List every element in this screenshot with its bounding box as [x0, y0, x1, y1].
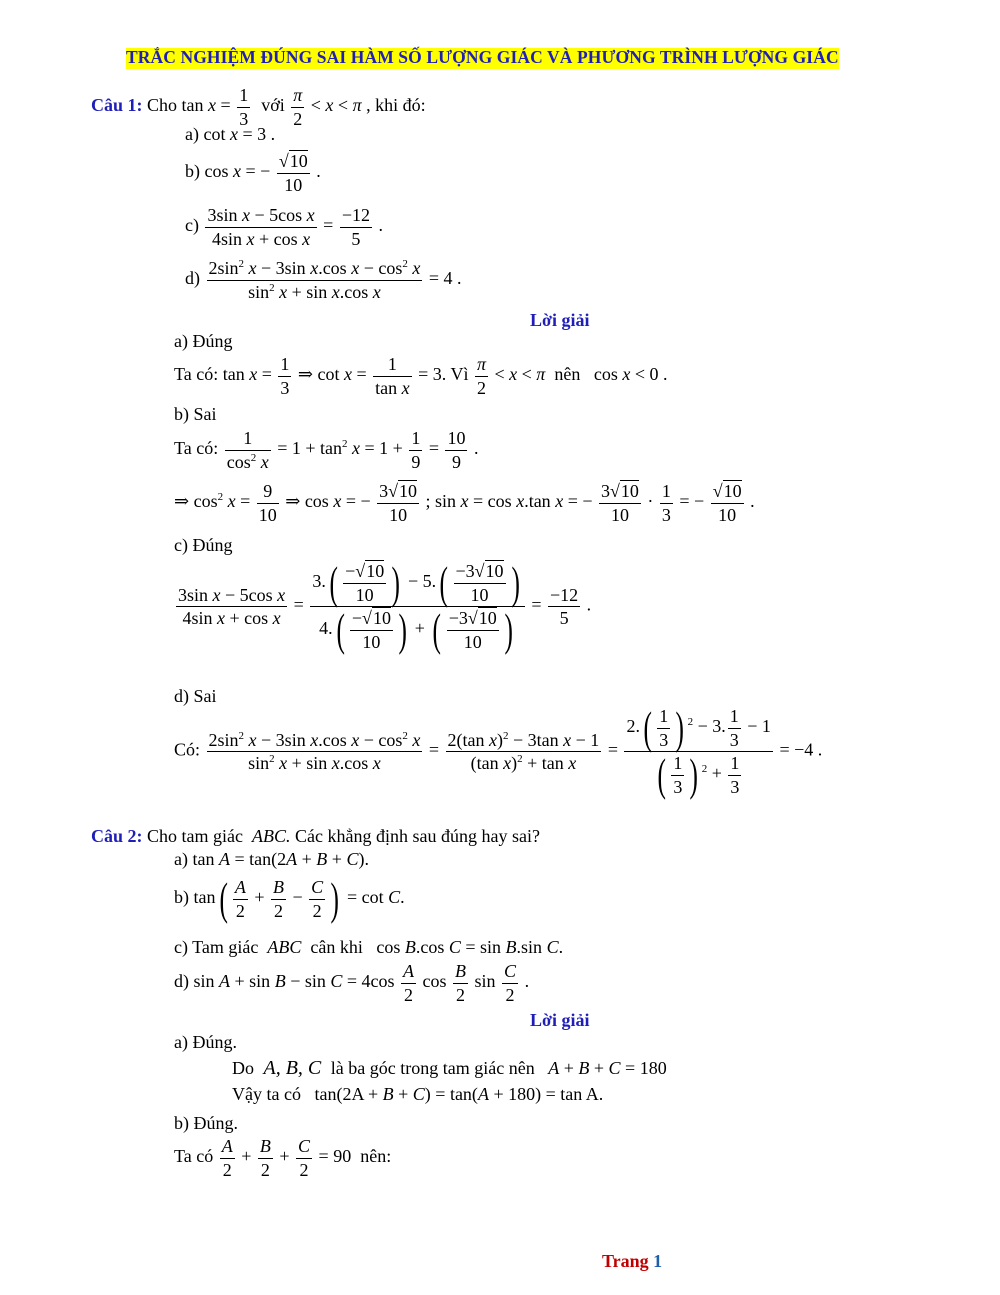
q2-solution-b-verdict: b) Đúng.: [174, 1113, 238, 1133]
q1-sb-taco: Ta có:: [174, 438, 219, 459]
page-footer-label: Trang: [602, 1251, 649, 1271]
page-header-title: TRẮC NGHIỆM ĐÚNG SAI HÀM SỐ LƯỢNG GIÁC VÀ PHƯƠNG TRÌNH LƯỢNG GIÁC: [126, 47, 839, 67]
q2-option-d-label: d): [174, 971, 189, 992]
q1-solution-c-work: $\frac{\text{3sin x − 5cos x}}{\text{4sin x + cos x}}$ = 3.( $\frac{-√10}{10}$ ) − 5.( $\frac{-3√10}{10}$ ) 4.( $\frac{-√10}{10}$ ) + ( $\frac{-3√10}{10}$ ) = $\frac{-12}{5}$ .: [178, 557, 592, 655]
q1-solution-b-work-2: ⇒ $\cos^2 x$ = $\frac{9}{10}$ ⇒ cos x = − $\frac{3√10}{10}$ ; sin x = cos x.tan x = − $\frac{3√10}{10}$ · $\frac{1}{3}$ = − $\frac{√10}{10}$ .: [174, 481, 755, 525]
q2-option-a: a) tan A = tan(2A + B + C).: [174, 849, 369, 869]
q1-option-b: b) cos x = − $\frac{√10}{10}$ .: [185, 151, 321, 195]
q1-intro-voi: với: [261, 95, 285, 116]
q2-sb-nen: nên:: [360, 1146, 392, 1167]
q2-sb-taco: Ta có: [174, 1146, 214, 1167]
q1-solution-a-verdict: a) Đúng: [174, 331, 233, 351]
q1-intro-tail: , khi đó:: [366, 95, 426, 116]
q1-sd-co: Có:: [174, 739, 201, 760]
page-number: 1: [653, 1251, 663, 1271]
q2-solution-a-work-1: Do A, B, C là ba góc trong tam giác nên A + B + C = 180: [232, 1057, 667, 1079]
q1-solution-c-verdict: c) Đúng: [174, 535, 233, 555]
q2-solution-title: Lời giải: [530, 1010, 590, 1030]
q1-option-d-label: d): [185, 268, 200, 289]
q2-option-b: b) tan( $\frac{A}{2}$ + $\frac{B}{2}$ − $\frac{C}{2}$ ) = cot C.: [174, 873, 405, 924]
q1-sa-nen: nên: [554, 364, 581, 385]
q2-solution-a-work-2: Vậy ta có tan(2A + B + C) = tan(A + 180) = tan A.: [232, 1084, 604, 1104]
q2-option-c-mid: cân khi: [310, 937, 363, 957]
q1-solution-title: Lời giải: [530, 310, 590, 330]
q2-sa-vay: Vậy ta có: [232, 1084, 301, 1104]
question-2-statement: Câu 2: Cho tam giác ABC. Các khẳng định sau đúng hay sai?: [91, 826, 540, 846]
q1-option-b-label: b): [185, 161, 200, 182]
q2-intro-tail: Các khẳng định sau đúng hay sai?: [295, 826, 540, 846]
q2-option-b-label: b): [174, 887, 189, 908]
q1-option-a: a) cot x = 3 .: [185, 124, 276, 144]
q1-sa-taco: Ta có:: [174, 364, 219, 385]
q1-solution-b-verdict: b) Sai: [174, 404, 217, 424]
q2-intro-text: Cho tam giác: [147, 826, 243, 846]
q1-intro-text: Cho: [147, 95, 178, 116]
q1-solution-a-work: Ta có: tan x = $\frac{1}{3}$ ⇒ cot x = $\frac{1}{\text{tan x}}$ = 3. Vì $\frac{\pi}{2}$ < x < π nên cos x < 0 .: [174, 354, 668, 398]
page-footer: [602, 1252, 662, 1270]
q2-option-d: d) sin A + sin B − sin C = 4cos $\frac{A}{2}$ cos $\frac{B}{2}$ sin $\frac{C}{2}$ .: [174, 961, 530, 1005]
question-2-label: Câu 2:: [91, 826, 143, 846]
question-1-label: Câu 1:: [91, 95, 143, 116]
q1-option-c-label: c): [185, 215, 199, 236]
q2-solution-a-verdict: a) Đúng.: [174, 1032, 237, 1052]
q1-option-d: d) $\frac{2\sin^2 x - 3\sin x.\cos x - \cos^2 x}{\sin^2 x + \sin x.\cos x}$ = 4 .: [185, 258, 462, 302]
q1-option-c: c) $\frac{\text{3sin x − 5cos x}}{\text{4sin x + cos x}}$ = $\frac{-12}{5}$ .: [185, 205, 383, 249]
q1-sa-vi: . Vì: [441, 364, 469, 385]
q2-sa-labagoc: là ba góc trong tam giác nên: [330, 1058, 535, 1078]
q1-solution-d-verdict: d) Sai: [174, 686, 217, 706]
q2-option-c: c) Tam giác ABC cân khi cos B.cos C = sin B.sin C.: [174, 937, 564, 957]
q1-solution-b-work-1: Ta có: $\frac{1}{\cos^2 x}$ = $1 + \tan^2 x = 1$ + $\frac{1}{9}$ = $\frac{10}{9}$ .: [174, 428, 479, 472]
q1-solution-d-work: Có: $\frac{2\sin^2 x - 3\sin x.\cos x - \cos^2 x}{\sin^2 x + \sin x.\cos x}$ = $\frac{2(\tan x)^2 - 3\tan x - 1}{(\tan x)^2 + \tan x}$ = 2.( $\frac{1}{3}$ ) $^2$ − 3. $\frac{1}{3}$ − 1 ( $\frac{1}{3}$ ) $^2$ + $\frac{1}{3}$ = −4 .: [174, 702, 823, 800]
q2-sa-do: Do: [232, 1058, 254, 1078]
q1-option-a-label: a): [185, 124, 199, 144]
question-1-statement: Câu 1: Cho tan x = $\frac{1}{3}$ với $\frac{\pi}{2}$ < x < π , khi đó:: [91, 85, 426, 129]
q2-option-c-label: c) Tam giác: [174, 937, 259, 957]
q2-option-a-label: a): [174, 849, 188, 869]
q2-solution-b-work: Ta có $\frac{A}{2}$ + $\frac{B}{2}$ + $\frac{C}{2}$ = 90 nên:: [174, 1136, 392, 1180]
